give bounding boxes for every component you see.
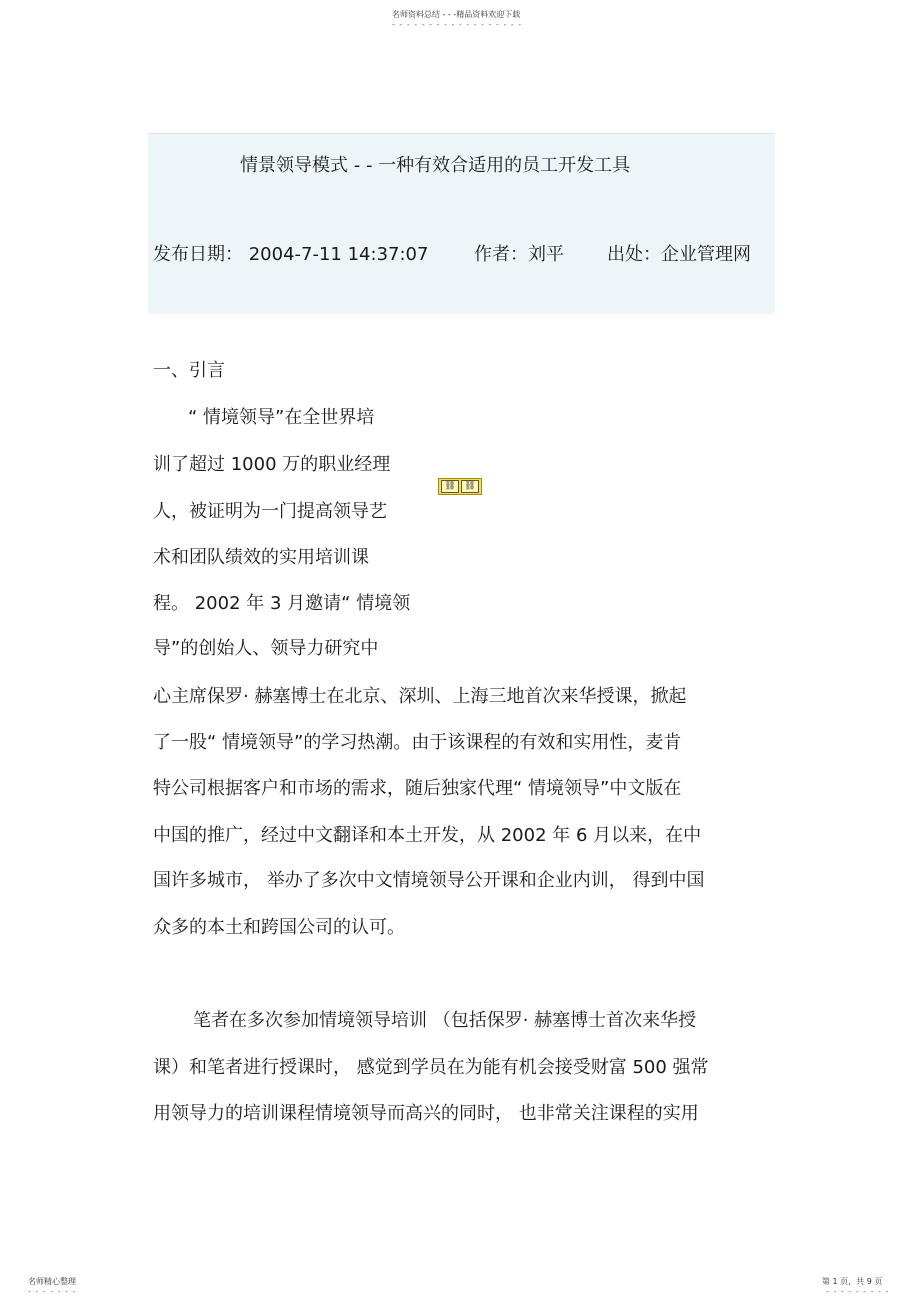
footer-right-dots: - - - - - - - - -	[826, 1287, 890, 1296]
publish-date: 发布日期： 2004-7-11 14:37:07	[153, 244, 429, 265]
article-title: 情景领导模式 - - 一种有效合适用的员工开发工具	[240, 155, 631, 176]
body-line: 训了超过 1000 万的职业经理	[153, 454, 391, 475]
page-number: 第 1 页，共 9 页	[822, 1277, 883, 1286]
link-icon: ⛓	[461, 480, 479, 493]
body-line: 术和团队绩效的实用培训课	[153, 547, 369, 568]
footer-left-dots: - - - - - - -	[28, 1287, 77, 1296]
body-line: 心主席保罗· 赫塞博士在北京、深圳、上海三地首次来华授课，掀起	[153, 686, 687, 707]
source: 出处：企业管理网	[607, 244, 751, 265]
body-line: 众多的本土和跨国公司的认可。	[153, 917, 405, 938]
body-line: 特公司根据客户和市场的需求，随后独家代理“ 情境领导”中文版在	[153, 778, 682, 799]
body-line: 课）和笔者进行授课时， 感觉到学员在为能有机会接受财富 500 强常	[153, 1057, 709, 1078]
body-line: 导”的创始人、领导力研究中	[153, 638, 379, 659]
body-line: “ 情境领导”在全世界培	[188, 407, 375, 428]
body-line: 中国的推广，经过中文翻译和本土开发，从 2002 年 6 月以来，在中	[153, 825, 702, 846]
body-line: 程。 2002 年 3 月邀请“ 情境领	[153, 593, 411, 614]
footer-left-text: 名师精心整理	[28, 1277, 76, 1286]
link-icon: ⛓	[441, 480, 459, 493]
author: 作者：刘平	[474, 244, 564, 265]
body-line: 人，被证明为一门提高领导艺	[153, 501, 387, 522]
body-line: 用领导力的培训课程情境领导而高兴的同时， 也非常关注课程的实用	[153, 1103, 699, 1124]
section-heading: 一、引言	[153, 360, 225, 381]
body-line: 了一股“ 情境领导”的学习热潮。由于该课程的有效和实用性，麦肯	[153, 732, 682, 753]
body-line: 国许多城市， 举办了多次中文情境领导公开课和企业内训， 得到中国	[153, 870, 705, 891]
top-header-dots: - - - - - - - - - - - - - - - - - -	[392, 20, 523, 29]
body-line: 笔者在多次参加情境领导培训 （包括保罗· 赫塞博士首次来华授	[193, 1010, 697, 1031]
embedded-image[interactable]	[438, 478, 482, 495]
top-header-text: 名师资料总结 - - -精品资料欢迎下载	[392, 10, 521, 19]
